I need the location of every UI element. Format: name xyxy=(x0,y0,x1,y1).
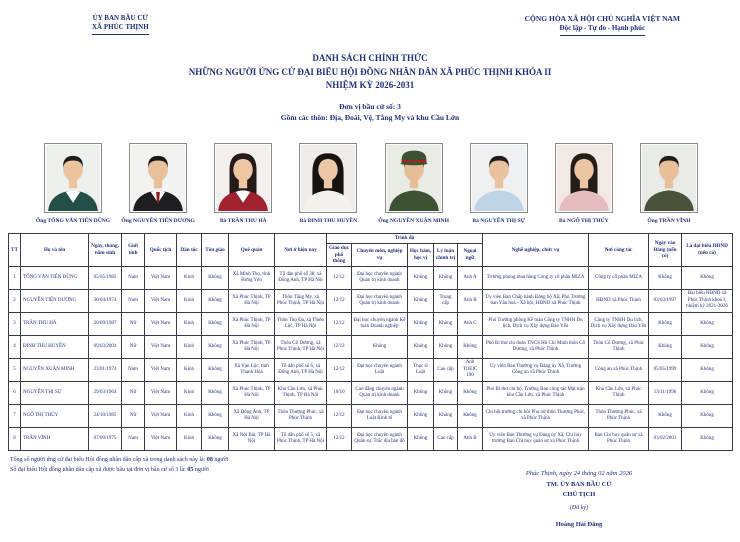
candidate-name: Ông NGUYỄN XUÂN MINH xyxy=(378,218,449,225)
candidate-data-cell: Không xyxy=(649,405,682,428)
candidate-full-name-cell: NGUYỄN XUÂN MINH xyxy=(21,359,89,382)
candidate-data-cell: Kinh xyxy=(177,267,202,290)
candidate-data-cell: Không xyxy=(202,428,229,451)
candidate-data-cell: Không xyxy=(434,405,458,428)
candidate-data-cell: Kinh xyxy=(177,428,202,451)
candidate-data-cell: Xã Phúc Thịnh, TP Hà Nội xyxy=(229,382,275,405)
candidate-data-cell: Không xyxy=(408,428,434,451)
candidate-data-cell: Xã Phúc Thịnh, TP Hà Nội xyxy=(229,336,275,359)
candidate-data-cell: 6 xyxy=(9,382,21,405)
candidate-data-cell: Kinh xyxy=(177,405,202,428)
col-header: Nơi công tác xyxy=(589,234,649,267)
candidate-row xyxy=(9,359,733,382)
elected-count-note: Số đại biểu Hội đồng nhân dân cấp xã được bầu tại đơn vị bầu cử số 3 là: 05 người xyxy=(10,466,209,473)
candidate-data-cell: Không xyxy=(408,290,434,313)
total-candidates-note: Tổng số người ứng cử đại biểu Hội đồng nhân dân cấp xã trong danh sách này là: 08 người xyxy=(10,457,229,464)
candidate-photo-cell xyxy=(638,143,700,224)
candidate-data-cell: Anh B xyxy=(458,290,483,313)
candidate-data-cell: Không xyxy=(202,405,229,428)
portrait-photo-graphic xyxy=(472,145,526,211)
candidate-full-name-cell: TRẦN VĨNH xyxy=(21,428,89,451)
candidate-name: Bà ĐINH THU HUYỀN xyxy=(299,218,358,225)
candidate-photo xyxy=(470,143,528,213)
candidate-data-cell: Việt Nam xyxy=(145,382,177,405)
col-header: Là đại biểu HĐND (nếu có) xyxy=(682,234,733,267)
candidate-data-cell: 13/11/1996 xyxy=(649,382,682,405)
candidate-data-cell: Thôn Cổ Dương, xã Phúc Thịnh, TP Hà Nội xyxy=(275,336,327,359)
candidate-photo xyxy=(555,143,613,213)
candidate-row xyxy=(9,405,733,428)
candidate-full-name-cell: TỐNG VĂN TIẾN DŨNG xyxy=(21,267,89,290)
candidate-full-name-cell: NGÔ THỊ THÚY xyxy=(21,405,89,428)
candidate-data-cell: Việt Nam xyxy=(145,428,177,451)
signed-annotation: (Đã ký) xyxy=(569,505,589,512)
candidate-data-cell: Kinh xyxy=(177,382,202,405)
candidate-row xyxy=(9,313,733,336)
candidate-data-cell: Không xyxy=(408,336,434,359)
col-header: Ngày vào Đảng (nếu có) xyxy=(649,234,682,267)
candidate-data-cell: Cao cấp xyxy=(434,359,458,382)
candidate-data-cell: Không xyxy=(434,267,458,290)
candidate-data-cell: 12/12 xyxy=(327,267,352,290)
candidate-name: Bà NGÔ THỊ THÚY xyxy=(559,218,609,225)
candidate-data-cell: Tổ dân phố số 6, xã Đông Anh, TP Hà Nội xyxy=(275,359,327,382)
candidate-data-cell: Công ty TNHH Du lịch, Dịch vụ Xây dựng Bảo Yến xyxy=(589,313,649,336)
title-line-1: DANH SÁCH CHÍNH THỨC xyxy=(312,53,428,64)
candidate-data-cell: Xã Phúc Thịnh, TP Hà Nội xyxy=(229,290,275,313)
national-slogan: Độc lập - Tự do - Hạnh phúc xyxy=(560,24,646,36)
candidate-data-cell: Anh B xyxy=(458,428,483,451)
election-unit-info xyxy=(0,101,740,124)
candidate-data-cell: Xã Phúc Thịnh, TP Hà Nội xyxy=(229,313,275,336)
candidate-data-cell: Đại học chuyên ngành Quản trị kinh doanh xyxy=(352,290,408,313)
candidate-data-cell: 12/12 xyxy=(327,359,352,382)
candidate-photo-cell xyxy=(553,143,615,224)
col-header: Dân tộc xyxy=(177,234,202,267)
candidate-name: Bà TRẦN THU HÀ xyxy=(219,218,267,225)
candidate-data-cell: HĐND xã Phúc Thịnh xyxy=(589,290,649,313)
candidate-data-cell: Đại học chuyên ngành Kế toán Doanh nghiệp xyxy=(352,313,408,336)
candidate-data-cell: Không xyxy=(202,382,229,405)
col-header: Giới tính xyxy=(122,234,145,267)
candidate-data-cell: Việt Nam xyxy=(145,405,177,428)
candidate-data-cell: Không xyxy=(458,405,483,428)
candidate-data-cell: Đại học chuyên ngành Luật Kinh tế xyxy=(352,405,408,428)
candidate-photo-cell xyxy=(212,143,274,224)
unit-villages: Gồm các thôn: Địa, Đoài, Vệ, Tằng My và khu Cầu Lớn xyxy=(280,112,460,122)
candidate-table xyxy=(8,233,733,451)
candidate-data-cell: Xã Vạn Lộc, tỉnh Thanh Hóa xyxy=(229,359,275,382)
issuing-authority xyxy=(92,14,149,36)
candidate-data-cell: Không xyxy=(682,382,733,405)
candidate-data-cell: Không xyxy=(649,336,682,359)
candidate-data-cell: 4 xyxy=(9,336,21,359)
candidate-photo xyxy=(44,143,102,213)
candidate-data-cell: Không xyxy=(352,336,408,359)
candidate-data-cell: 24/10/1985 xyxy=(89,405,122,428)
candidate-data-cell: Thôn Thọ Đa, xã Thiên Lộc, TP Hà Nội xyxy=(275,313,327,336)
candidate-data-cell: Không xyxy=(202,290,229,313)
candidate-data-cell: Cao cấp xyxy=(434,428,458,451)
portrait-photo-graphic xyxy=(642,145,696,211)
candidate-data-cell: Không xyxy=(458,336,483,359)
title-line-2: NHỮNG NGƯỜI ỨNG CỬ ĐẠI BIỂU HỘI ĐỒNG NHÂN DÂN XÃ PHÚC THỊNH KHÓA II xyxy=(188,66,552,77)
summary-notes xyxy=(10,456,454,475)
col-group-header-trinh-do: Trình độ xyxy=(327,234,483,244)
candidate-data-cell: Không xyxy=(408,382,434,405)
candidate-data-cell: 23/01/1974 xyxy=(89,359,122,382)
signing-organization: TM. ỦY BAN BẦU CỬ xyxy=(546,480,612,488)
candidate-data-cell: Thôn Thượng Phúc, xã Phúc Thịnh xyxy=(275,405,327,428)
candidate-data-cell: 29/03/1964 xyxy=(89,382,122,405)
portrait-photo-graphic xyxy=(216,145,270,211)
candidate-data-cell: Chi hội trưởng chi hội Phụ nữ thôn Thượng Phúc, xã Phúc Thịnh xyxy=(483,405,589,428)
candidate-data-cell: Ủy viên Ban Thường vụ Đảng ủy Xã, Chỉ huy trưởng Ban Chỉ huy quân sự xã Phúc Thịnh xyxy=(483,428,589,451)
col-header: Quốc tịch xyxy=(145,234,177,267)
col-header: Nghề nghiệp, chức vụ xyxy=(483,234,589,267)
candidate-data-cell: 12/12 xyxy=(327,336,352,359)
candidate-data-cell: 3 xyxy=(9,313,21,336)
candidate-data-cell: Khu Cầu Lớn, xã Phúc Thịnh xyxy=(589,382,649,405)
portrait-photo-graphic xyxy=(387,145,441,211)
candidate-data-cell: Phó Bí thư chi bộ, Trưởng Ban công tác Mặt trận khu Cầu Lớn, xã Phúc Thịnh xyxy=(483,382,589,405)
candidate-data-cell: Nữ xyxy=(122,382,145,405)
candidate-data-cell: Đại học chuyên ngành Quân sự, Trắc địa bản đồ xyxy=(352,428,408,451)
candidate-data-cell: Nam xyxy=(122,267,145,290)
candidate-data-cell: Không xyxy=(682,267,733,290)
candidate-data-cell: Tổ dân phố số 38, xã Đông Anh, TP Hà Nội xyxy=(275,267,327,290)
candidate-data-cell: Thạc sĩ Luật xyxy=(408,359,434,382)
candidate-photo-cell xyxy=(35,143,111,225)
signature-block xyxy=(454,469,704,530)
candidate-data-cell: Kinh xyxy=(177,313,202,336)
candidate-data-cell: Thôn Thượng Phúc, xã Phúc Thịnh xyxy=(589,405,649,428)
candidate-data-cell: Không xyxy=(434,313,458,336)
candidate-table-wrapper xyxy=(0,233,740,451)
candidate-data-cell: 12/12 xyxy=(327,313,352,336)
signer-name: Hoàng Hải Đăng xyxy=(555,521,603,529)
candidate-data-cell: Không xyxy=(408,313,434,336)
candidate-photo-cell xyxy=(468,143,530,224)
candidate-data-cell: 5 xyxy=(9,359,21,382)
candidate-data-cell: Anh C xyxy=(458,313,483,336)
candidate-data-cell: 03/03/1997 xyxy=(649,290,682,313)
candidate-data-cell: 30/04/1974 xyxy=(89,290,122,313)
candidate-data-cell: Không xyxy=(202,267,229,290)
candidate-name: Ông NGUYỄN TIẾN DƯƠNG xyxy=(121,218,195,225)
candidate-row xyxy=(9,267,733,290)
candidate-data-cell: Việt Nam xyxy=(145,290,177,313)
col-header: TT xyxy=(9,234,21,267)
candidate-row xyxy=(9,382,733,405)
col-header: Họ và tên xyxy=(21,234,89,267)
candidate-data-cell: Anh TOEIC 190 xyxy=(458,359,483,382)
candidate-data-cell: Xã Nội Bài, TP Hà Nội xyxy=(229,428,275,451)
signer-role: CHỦ TỊCH xyxy=(562,490,596,498)
candidate-data-cell: Không xyxy=(649,313,682,336)
candidate-data-cell: Ban Chỉ huy quân sự xã Phúc Thịnh xyxy=(589,428,649,451)
candidate-full-name-cell: NGUYỄN THỊ SỰ xyxy=(21,382,89,405)
candidate-data-cell: Ủy viên Ban Thường vụ Đảng ủy Xã, Trưởng Công an xã Phúc Thịnh xyxy=(483,359,589,382)
col-subheader: Lý luận chính trị xyxy=(434,243,458,266)
portrait-photo-graphic xyxy=(46,145,100,211)
candidate-data-cell: 2 xyxy=(9,290,21,313)
candidate-data-cell: 12/12 xyxy=(327,428,352,451)
candidate-data-cell: Không xyxy=(649,267,682,290)
candidate-photo xyxy=(214,143,272,213)
candidate-data-cell: 20/09/1987 xyxy=(89,313,122,336)
candidate-data-cell: Kinh xyxy=(177,290,202,313)
candidate-data-cell: Anh A xyxy=(458,267,483,290)
candidate-data-cell: Thôn Cổ Dương, xã Phúc Thịnh xyxy=(589,336,649,359)
candidate-data-cell: Không xyxy=(202,359,229,382)
candidate-data-cell: Việt Nam xyxy=(145,336,177,359)
candidate-full-name-cell: NGUYỄN TIẾN DƯƠNG xyxy=(21,290,89,313)
candidate-data-cell: Ủy viên Ban Chấp hành Đảng bộ Xã; Phó Trưởng ban Văn hoá - Xã hội, HĐND xã Phúc Thịnh xyxy=(483,290,589,313)
candidate-data-cell: 07/09/1975 xyxy=(89,428,122,451)
candidate-full-name-cell: ĐINH THU HUYỀN xyxy=(21,336,89,359)
candidate-data-cell: 05/05/1985 xyxy=(89,267,122,290)
candidate-data-cell: 05/05/1999 xyxy=(649,359,682,382)
candidate-data-cell: Không xyxy=(682,359,733,382)
portrait-photo-graphic xyxy=(557,145,611,211)
candidate-row xyxy=(9,290,733,313)
candidate-data-cell: Không xyxy=(682,405,733,428)
candidate-data-cell: Đại biểu HĐND xã Phúc Thịnh khoá I, nhiệm kỳ 2021-2026 xyxy=(682,290,733,313)
candidate-name: Ông TRẦN VĨNH xyxy=(647,218,691,225)
candidate-data-cell: Không xyxy=(434,382,458,405)
col-header: Tôn giáo xyxy=(202,234,229,267)
candidate-data-cell: Không xyxy=(682,313,733,336)
col-header: Ngày, tháng, năm sinh xyxy=(89,234,122,267)
candidate-data-cell: Không xyxy=(408,267,434,290)
candidate-data-cell: Trung cấp xyxy=(434,290,458,313)
candidate-data-cell: Xã Đông Anh, TP Hà Nội xyxy=(229,405,275,428)
candidate-name: Ông TỐNG VĂN TIẾN DŨNG xyxy=(35,218,111,225)
candidate-data-cell: Nữ xyxy=(122,313,145,336)
candidate-photo-cell xyxy=(378,143,449,225)
candidate-row xyxy=(9,336,733,359)
candidate-data-cell: Tổ dân phố số 5, xã Phúc Thịnh, TP Hà Nội xyxy=(275,428,327,451)
candidate-data-cell: 09/03/2004 xyxy=(89,336,122,359)
candidate-row xyxy=(9,428,733,451)
candidate-data-cell: Công ty cổ phần MIZA xyxy=(589,267,649,290)
col-header: Quê quán xyxy=(229,234,275,267)
candidate-data-cell: Kinh xyxy=(177,359,202,382)
candidate-data-cell: 03/02/2001 xyxy=(649,428,682,451)
portrait-photo-graphic xyxy=(301,145,355,211)
candidate-data-cell: Phó Trưởng phòng Kế toán Công ty TNHH Du lịch, Dịch vụ Xây dựng Bảo Yến xyxy=(483,313,589,336)
candidate-photo xyxy=(640,143,698,213)
unit-number: Đơn vị bầu cử số: 3 xyxy=(339,101,401,111)
candidate-data-cell: Không xyxy=(682,336,733,359)
candidate-data-cell: Không xyxy=(434,336,458,359)
issuer-name: ỦY BAN BẦU CỬ xyxy=(92,14,148,22)
candidate-data-cell: 8 xyxy=(9,428,21,451)
candidate-data-cell: Đại học chuyên ngành Luật xyxy=(352,359,408,382)
candidate-photo-cell xyxy=(121,143,195,225)
candidate-data-cell: Kinh xyxy=(177,336,202,359)
col-subheader: Giáo dục phổ thông xyxy=(327,243,352,266)
candidate-data-cell: Công an xã Phúc Thịnh xyxy=(589,359,649,382)
candidate-data-cell: Không xyxy=(682,428,733,451)
issuer-commune: XÃ PHÚC THỊNH xyxy=(92,23,149,35)
national-title: CỘNG HÒA XÃ HỘI CHỦ NGHĨA VIỆT NAM xyxy=(524,14,680,23)
candidate-photo xyxy=(299,143,357,213)
candidate-data-cell: Nam xyxy=(122,359,145,382)
candidate-photo xyxy=(385,143,443,213)
candidate-data-cell: Việt Nam xyxy=(145,359,177,382)
place-and-date: Phúc Thịnh, ngày 24 tháng 02 năm 2026 xyxy=(525,470,633,478)
col-header: Nơi ở hiện nay xyxy=(275,234,327,267)
candidate-data-cell: 12/12 xyxy=(327,290,352,313)
candidate-data-cell: Nam xyxy=(122,428,145,451)
document-header xyxy=(0,0,740,36)
col-subheader: Học hàm, học vị xyxy=(408,243,434,266)
candidate-data-cell: Cao đẳng chuyên ngành Quản trị kinh doanh xyxy=(352,382,408,405)
candidate-data-cell: Việt Nam xyxy=(145,267,177,290)
portrait-photo-graphic xyxy=(131,145,185,211)
title-line-3: NHIỆM KỲ 2026-2031 xyxy=(325,80,415,91)
document-footer xyxy=(0,451,740,530)
candidate-photo-row xyxy=(0,143,740,224)
national-motto xyxy=(525,14,680,36)
candidate-name: Bà NGUYỄN THỊ SỰ xyxy=(472,218,526,225)
candidate-data-cell: Nữ xyxy=(122,405,145,428)
candidate-data-cell: Nữ xyxy=(122,336,145,359)
candidate-data-cell: 10/10 xyxy=(327,382,352,405)
candidate-data-cell: Phó Bí thư chi đoàn TNCS Hồ Chí Minh thôn Cổ Dương, xã Phúc Thịnh xyxy=(483,336,589,359)
col-subheader: Ngoại ngữ xyxy=(458,243,483,266)
candidate-data-cell: Xã Minh Thọ, tỉnh Hưng Yên xyxy=(229,267,275,290)
col-subheader: Chuyên môn, nghiệp vụ xyxy=(352,243,408,266)
candidate-data-cell: Khu Cầu Lớn, xã Phúc Thịnh, TP Hà Nội xyxy=(275,382,327,405)
candidate-data-cell: Thôn Tằng My, xã Phúc Thịnh, TP Hà Nội xyxy=(275,290,327,313)
candidate-data-cell: Nam xyxy=(122,290,145,313)
candidate-data-cell: 1 xyxy=(9,267,21,290)
candidate-data-cell: 12/12 xyxy=(327,405,352,428)
candidate-data-cell: Không xyxy=(408,405,434,428)
candidate-data-cell: Không xyxy=(202,313,229,336)
candidate-photo-cell xyxy=(297,143,359,224)
page-title xyxy=(0,52,740,93)
candidate-data-cell: Đại học chuyên ngành Quản trị kinh doanh xyxy=(352,267,408,290)
candidate-full-name-cell: TRẦN THU HÀ xyxy=(21,313,89,336)
candidate-data-cell: Không xyxy=(202,336,229,359)
candidate-data-cell: Không xyxy=(458,382,483,405)
candidate-data-cell: Trưởng phòng mua hàng Công ty cổ phần MIZA xyxy=(483,267,589,290)
candidate-data-cell: 7 xyxy=(9,405,21,428)
candidate-data-cell: Việt Nam xyxy=(145,313,177,336)
candidate-photo xyxy=(129,143,187,213)
